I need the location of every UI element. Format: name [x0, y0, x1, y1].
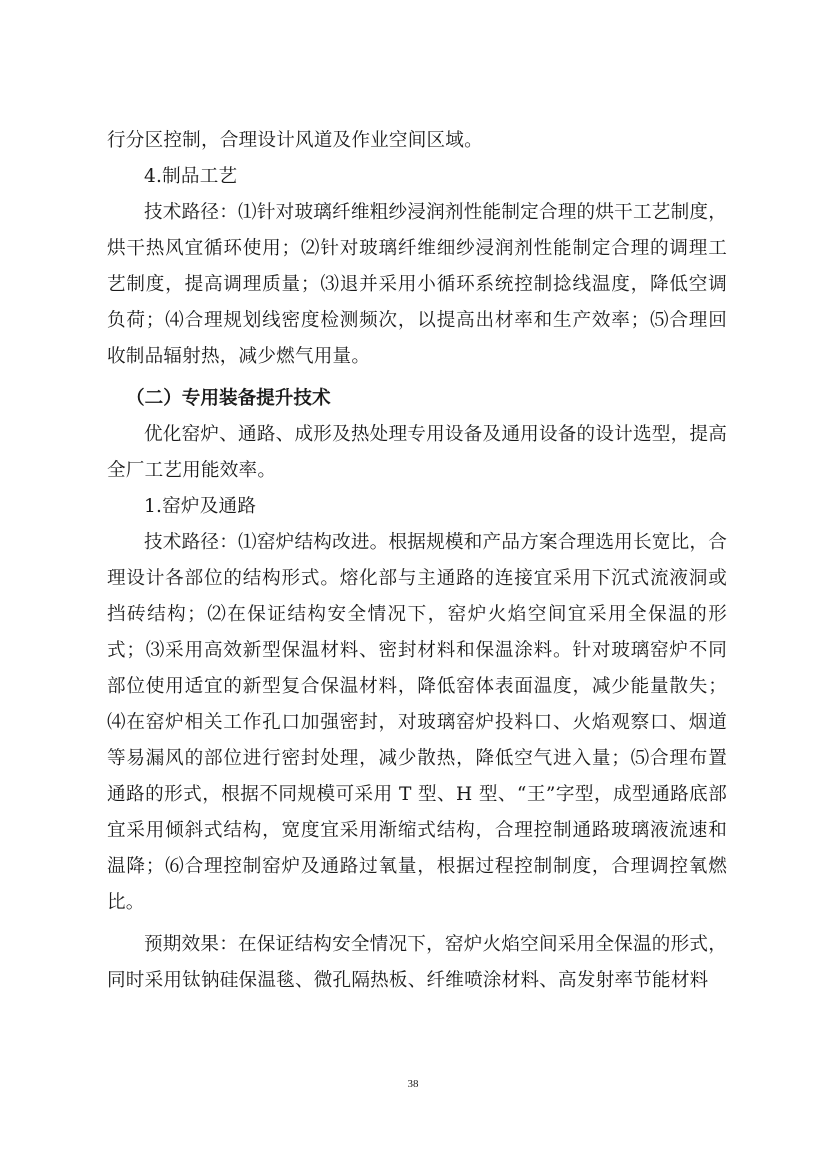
subheading-furnace-channel: 1.窑炉及通路 — [144, 496, 257, 517]
page-content — [107, 123, 727, 999]
paragraph-equipment-intro: 优化窑炉、通路、成形及热处理专用设备及通用设备的设计选型，提高全厂工艺用能效率。 — [107, 424, 727, 481]
section-heading-equipment: （二）专用装备提升技术 — [126, 388, 331, 409]
paragraph-continuation: 行分区控制，合理设计风道及作业空间区域。 — [107, 130, 483, 151]
paragraph-expected-effect: 预期效果：在保证结构安全情况下，窑炉火焰空间采用全保温的形式，同时采用钛钠硅保温毯、微孔隔热板、纤维喷涂材料、高发射率节能材料 — [107, 934, 727, 991]
subheading-product-process: 4.制品工艺 — [144, 166, 238, 187]
paragraph-product-process-path: 技术路径：⑴针对玻璃纤维粗纱浸润剂性能制定合理的烘干工艺制度，烘干热风宜循环使用；⑵针对玻璃纤维细纱浸润剂性能制定合理的调理工艺制度，提高调理质量；⑶退并采用小循环系统控制捻线温度，降低空调负荷；⑷合理规划线密度检测频次，以提高出材率和生产效率；⑸合理回收制品辐射热，减少燃气用量。 — [107, 202, 727, 367]
paragraph-furnace-path: 技术路径：⑴窑炉结构改进。根据规模和产品方案合理选用长宽比，合理设计各部位的结构形式。熔化部与主通路的连接宜采用下沉式流液洞或挡砖结构；⑵在保证结构安全情况下，窑炉火焰空间宜采用全保温的形式；⑶采用高效新型保温材料、密封材料和保温涂料。针对玻璃窑炉不同部位使用适宜的新型复合保温材料，降低窑体表面温度，减少能量散失；⑷在窑炉相关工作孔口加强密封，对玻璃窑炉投料口、火焰观察口、烟道等易漏风的部位进行密封处理，减少散热，降低空气进入量；⑸合理布置通路的形式，根据不同规模可采用 T 型、H 型、“王”字型，成型通路底部宜采用倾斜式结构，宽度宜采用渐缩式结构，合理控制通路玻璃液流速和温降；⑹合理控制窑炉及通路过氧量，根据过程控制制度，合理调控氧燃比。 — [107, 532, 727, 913]
page-number: 38 — [407, 1078, 419, 1090]
